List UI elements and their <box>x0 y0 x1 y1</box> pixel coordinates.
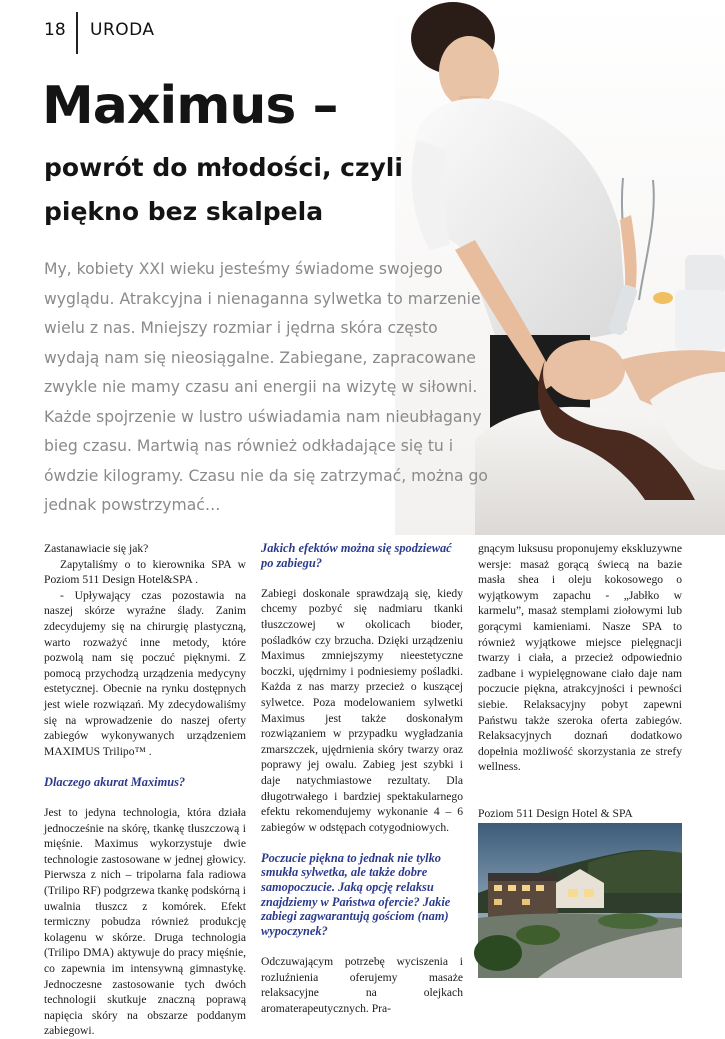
section-name: URODA <box>90 20 155 40</box>
hotel-photo <box>478 823 682 978</box>
article-subtitle: powrót do młodości, czyli piękno bez skalpela <box>44 153 403 226</box>
paragraph: Odczuwającym potrzebę wyciszenia i rozluźnienia oferujemy masaże relaksacyjne na olejkach aromaterapeutycznych. Pra- <box>261 955 463 1015</box>
paragraph: gnącym luksusu proponujemy ekskluzywne wersje: masaż gorącą świecą na bazie masła shea i oleju kokosowego o wyjątkowym zapachu - „Jabłko w karmelu”, masaż stemplami ziołowymi lub gorącymi kamieniami. Nasze SPA to również wyjątkowe miejsce pielęgnacji twarzy i ciała, a przecież odpowiednio zadbane i wypielęgnowane ciało daje nam poczucie piękna, atrakcyjności i pewności siebie. Relaksacyjny pobyt zapewni Państwu także szeroka oferta zabiegów. Relaksacyjnych doznań dodatkowo dopełnia możliwość skorzystania ze strefy wellness. <box>478 542 682 774</box>
article-column-2 <box>261 541 463 1016</box>
paragraph: Zapytaliśmy o to kierownika SPA w Poziom 511 Design Hotel&SPA . <box>44 557 246 587</box>
header-divider <box>76 12 78 54</box>
article-title: Maximus – <box>42 76 338 136</box>
article-lead: My, kobiety XXI wieku jesteśmy świadome swojego wyglądu. Atrakcyjna i nienaganna sylwetka to marzenie wielu z nas. Mniejszy rozmiar i jędrna skóra często wydają nam się nieosiągalne. Zabiegane, zapracowane zwykle nie mamy czasu ani energii na wizytę w siłowni. Każde spojrzenie w lustro uświadamia nam nieubłagany bieg czasu. Martwią nas również odkładające się tu i ówdzie kilogramy. Czasu nie da się zatrzymać, można go jednak powstrzymać… <box>44 260 488 514</box>
article-column-1 <box>44 541 246 1039</box>
question-heading: Dlaczego akurat Maximus? <box>44 774 186 789</box>
paragraph: - Upływający czas pozostawia na naszej skórze wyraźne ślady. Zanim zdecydujemy się na chirurgię plastyczną, warto rozważyć inne metody, które pozwolą nam się poczuć pięknymi. Z pomocą przychodzą urządzenia medycyny estetycznej. Obecnie na rynku dostępnych jest wiele rozwiązań. My zdecydowaliśmy się na wprowadzenie do naszej oferty zabiegów wykonywanych urządzeniem MAXIMUS Trilipo™ . <box>44 588 246 758</box>
question-heading: Jakich efektów można się spodziewać po zabiegu? <box>261 541 452 570</box>
paragraph: Zastanawiacie się jak? <box>44 542 149 555</box>
article-column-3 <box>478 541 682 868</box>
question-heading: Poczucie piękna to jednak nie tylko smukła sylwetka, ale także dobre samopoczucie. Jaką opcję relaksu znajdziemy w Państwa ofercie? Jakie zabiegi zagwarantują gościom (nam) wypoczynek? <box>261 850 451 938</box>
page-number: 18 <box>44 20 66 40</box>
paragraph: Zabiegi doskonale sprawdzają się, kiedy chcemy pozbyć się nadmiaru tkanki tłuszczowej w okolicach bioder, pośladków czy brzucha. Dzięki urządzeniu Maximus zmniejszymy nieestetyczne boczki, ujędrnimy i podniesiemy pośladki. Każda z nas marzy przecież o kuszącej sylwetce. Poza modelowaniem sylwetki Maximus jest także doskonałym rozwiązaniem w przypadku wygładzania zmarszczek, ujędrnienia skóry twarzy oraz poprawy jej owalu. Zabieg jest szybki i daje natychmiastowe rezultaty. Dla długotrwałego i bardziej spektakularnego efektu rekomendujemy wykonanie 4 – 6 zabiegów w odstępach cotygodniowych. <box>261 586 463 834</box>
contact-name: Poziom 511 Design Hotel & SPA <box>478 807 633 821</box>
paragraph: Jest to jedyna technologia, która działa jednocześnie na skórę, tkankę tłuszczową i mięśnie. Maximus wykorzystuje dwie technologie zastosowane w jednej głowicy. Pierwsza z nich – tripolarna fala radiowa (Trilipo RF) podgrzewa tkankę podskórną i uwalnia tłuszcz z komórek. Efekt termiczny pobudza również produkcję kolagenu w skórze. Druga technologia (Trilipo DMA) aktywuje do pracy mięśnie, co zapewnia im intensywną gimnastykę. Jednoczesne zastosowanie tych dwóch technologii skutkuje znaczną poprawą napięcia skóry na obszarze poddanym zabiegowi. <box>44 806 246 1038</box>
